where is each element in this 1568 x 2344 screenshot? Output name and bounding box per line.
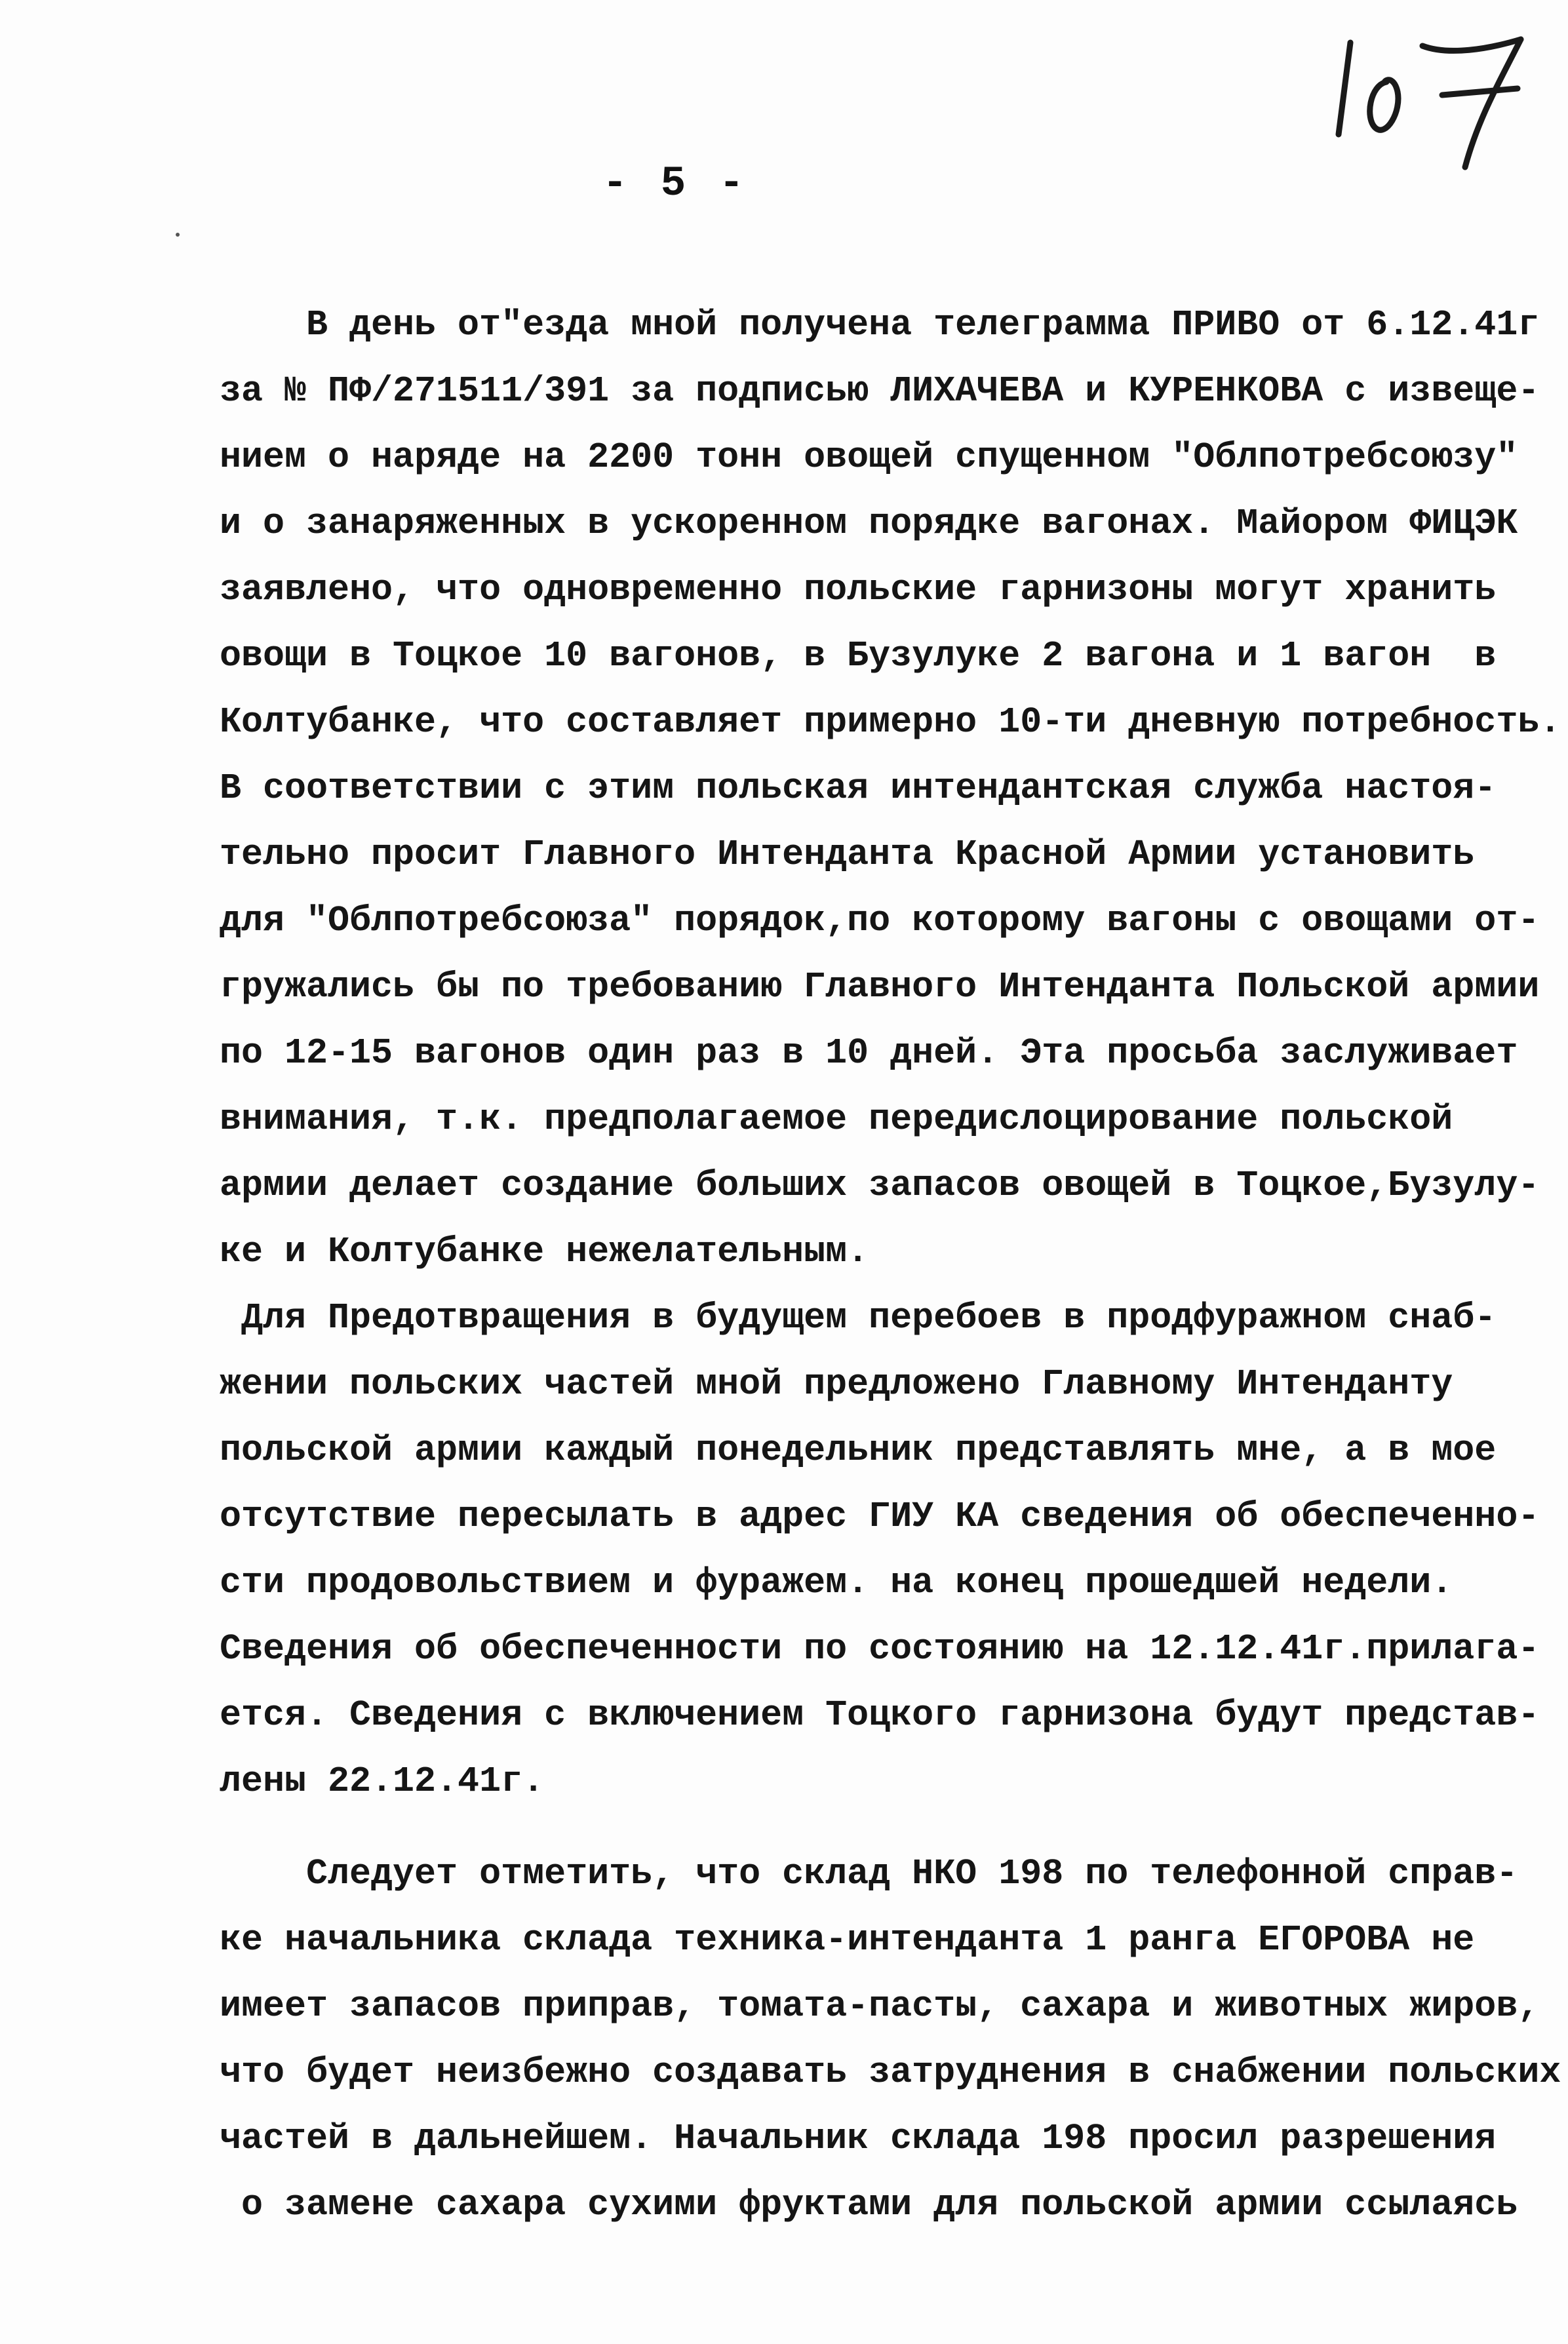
text-line: ке и Колтубанке нежелательным. (220, 1231, 869, 1272)
paragraph (220, 292, 1568, 1285)
text-line: что будет неизбежно создавать затруднения в снабжении польских (220, 2052, 1561, 2093)
text-line: частей в дальнейшем. Начальник склада 198 просил разрешения (220, 2118, 1497, 2159)
text-line: ется. Сведения с включением Тоцкого гарнизона будут представ- (220, 1694, 1540, 1736)
text-line: нием о наряде на 2200 тонн овощей спущенном "Облпотребсоюзу" (220, 437, 1518, 478)
text-line: о замене сахара сухими фруктами для польской армии ссылаясь (220, 2184, 1518, 2225)
paragraph (220, 1841, 1568, 2238)
text-line: сти продовольствием и фуражем. на конец прошедшей недели. (220, 1562, 1453, 1603)
text-line: лены 22.12.41г. (220, 1761, 545, 1802)
text-line: овощи в Тоцкое 10 вагонов, в Бузулуке 2 вагона и 1 вагон в (220, 635, 1497, 676)
text-line: для "Облпотребсоюза" порядок,по которому вагоны с овощами от- (220, 900, 1540, 941)
text-line: Для Предотвращения в будущем перебоев в продфуражном снаб- (220, 1297, 1497, 1338)
text-line: Колтубанке, что составляет примерно 10-ти дневную потребность. (220, 701, 1561, 743)
text-line: внимания, т.к. предполагаемое передислоцирование польской (220, 1099, 1453, 1140)
text-line: и о занаряженных в ускоренном порядке вагонах. Майором ФИЦЭК (220, 503, 1518, 544)
text-line: Следует отметить, что склад НКО 198 по телефонной справ- (220, 1853, 1518, 1894)
text-line: ке начальника склада техника-интенданта 1 ранга ЕГОРОВА не (220, 1919, 1475, 1961)
text-line: Сведения об обеспеченности по состоянию на 12.12.41г.прилага- (220, 1628, 1540, 1670)
text-line: по 12-15 вагонов один раз в 10 дней. Эта просьба заслуживает (220, 1032, 1518, 1074)
text-line: тельно просит Главного Интенданта Красной Армии установить (220, 834, 1475, 875)
paragraph (220, 1285, 1568, 1814)
text-line: за № ПФ/271511/391 за подписью ЛИХАЧЕВА и КУРЕНКОВА с извеще- (220, 370, 1540, 412)
text-line: отсутствие пересылать в адрес ГИУ КА сведения об обеспеченно- (220, 1496, 1540, 1537)
text-line: заявлено, что одновременно польские гарнизоны могут хранить (220, 569, 1497, 610)
page-number: - 5 - (602, 161, 749, 208)
document-body (220, 292, 1568, 2238)
text-line: гружались бы по требованию Главного Интенданта Польской армии (220, 966, 1540, 1007)
text-line: В день от"езда мной получена телеграмма ПРИВО от 6.12.41г (220, 304, 1540, 345)
text-line: польской армии каждый понедельник представлять мне, а в мое (220, 1430, 1497, 1471)
text-line: жении польских частей мной предложено Главному Интенданту (220, 1363, 1453, 1405)
paper-speck (176, 233, 180, 237)
handwritten-folio-number (1324, 20, 1540, 177)
text-line: имеет запасов приправ, томата-пасты, сахара и животных жиров, (220, 1985, 1540, 2027)
paragraph-gap (220, 1814, 1568, 1841)
text-line: В соответствии с этим польская интендантская служба настоя- (220, 768, 1497, 809)
text-line: армии делает создание больших запасов овощей в Тоцкое,Бузулу- (220, 1165, 1540, 1206)
